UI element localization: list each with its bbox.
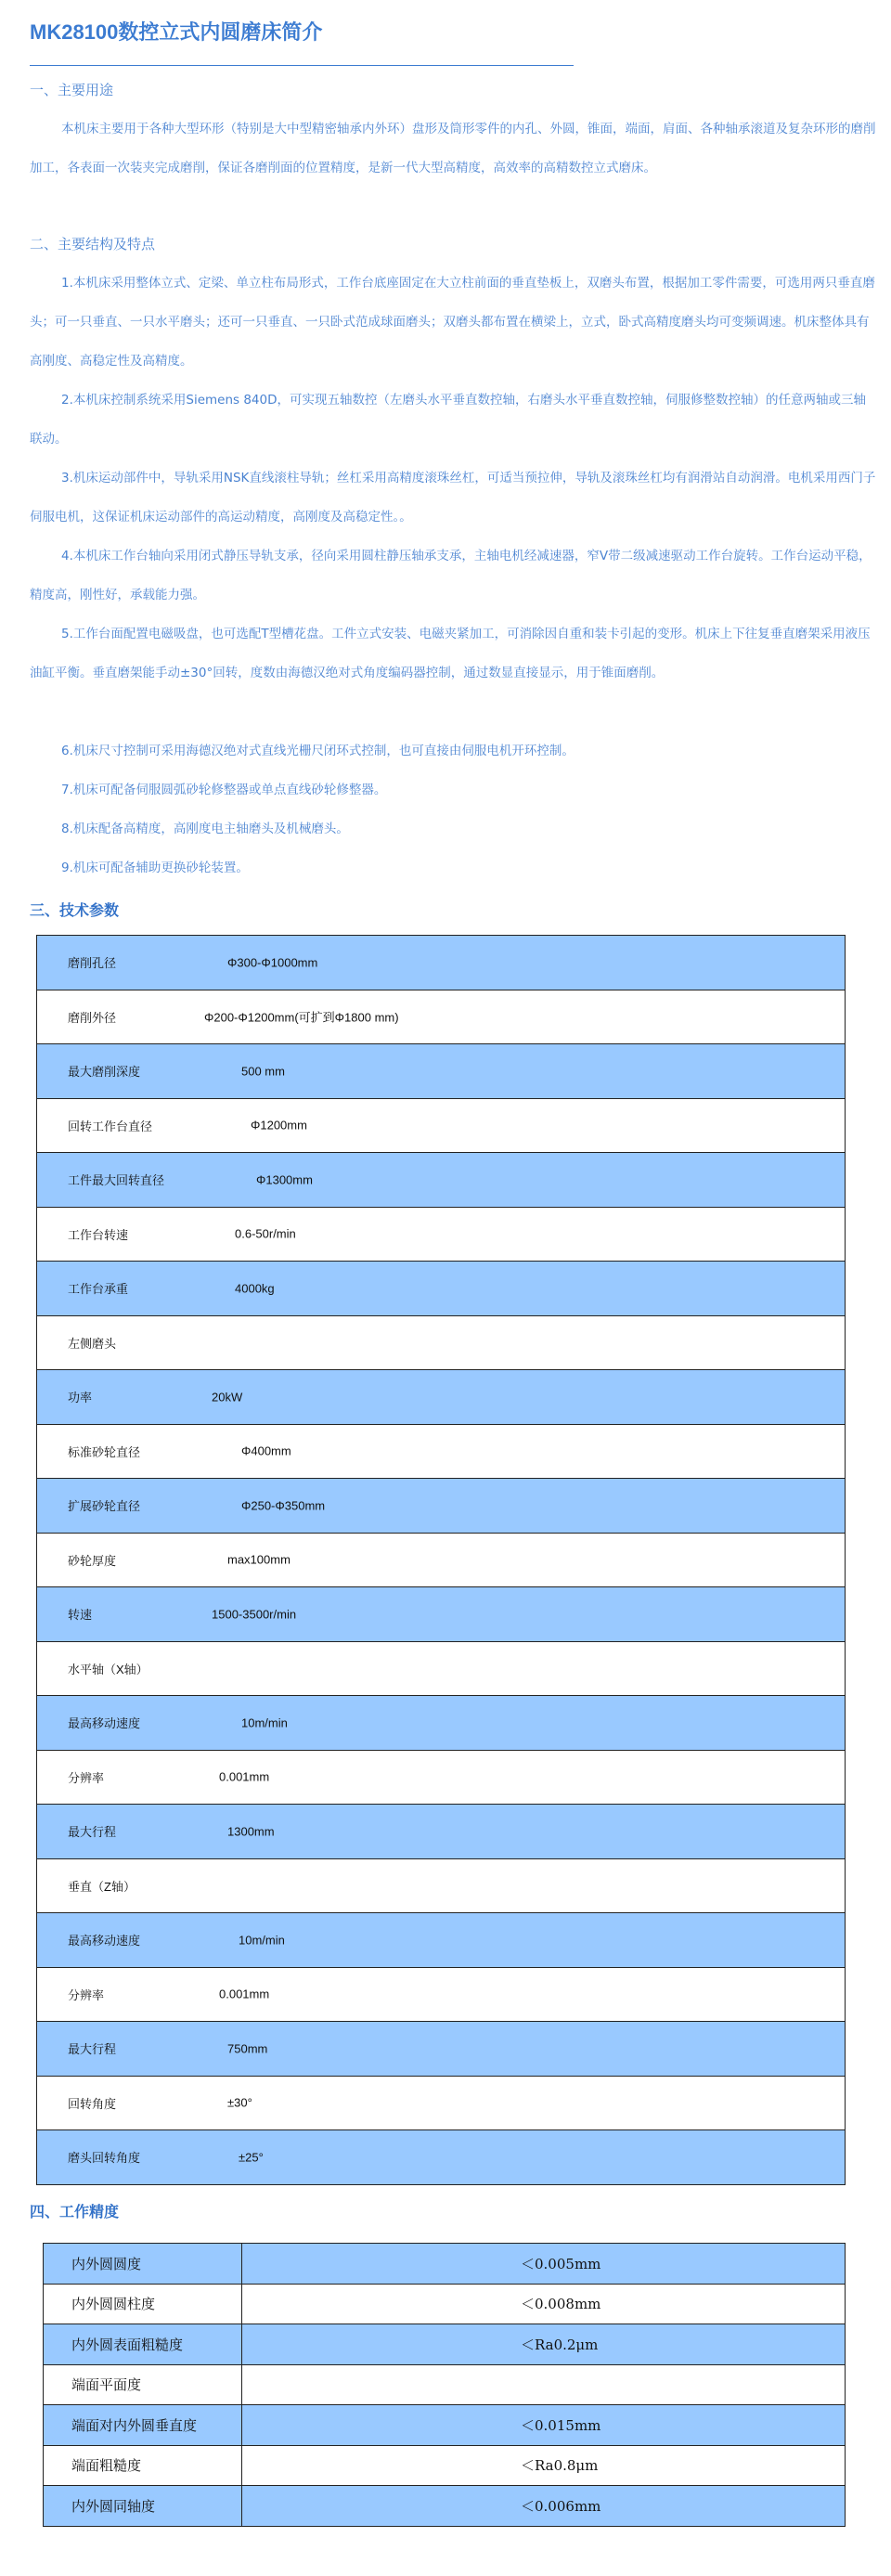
spec-label: 磨头回转角度 <box>68 2151 141 2166</box>
precision-value: ＜0.006mm <box>242 2486 846 2527</box>
spec-value: 1300mm <box>227 1824 275 1839</box>
spec-table <box>36 935 846 2185</box>
section-heading-usage: 一、主要用途 <box>30 82 114 98</box>
title-divider <box>30 65 574 66</box>
spec-cell <box>37 1424 846 1479</box>
spec-row <box>37 1044 846 1099</box>
spec-row <box>37 2130 846 2185</box>
spec-cell <box>37 2076 846 2130</box>
spec-value: 500 mm <box>241 1064 285 1079</box>
spec-value: Φ200-Φ1200mm(可扩到Φ1800 mm) <box>204 1010 399 1025</box>
precision-row <box>44 2486 846 2527</box>
precision-row <box>44 2284 846 2324</box>
precision-label: 端面平面度 <box>44 2364 242 2405</box>
section-heading-specs: 三、技术参数 <box>30 901 120 919</box>
precision-value: ＜Ra0.8μm <box>242 2445 846 2486</box>
spec-value: Φ250-Φ350mm <box>241 1498 326 1513</box>
paragraph-feature-2: 2.本机床控制系统采用Siemens 840D，可实现五轴数控（左磨头水平垂直数控轴，右磨头水平垂直数控轴，伺服修整数控轴）的任意两轴或三轴联动。 <box>30 393 867 447</box>
spec-row <box>37 1858 846 1913</box>
spec-value: 0.001mm <box>219 1769 270 1784</box>
precision-row <box>44 2324 846 2365</box>
spec-value: 10m/min <box>241 1715 288 1730</box>
spec-label: 最高移动速度 <box>68 1716 141 1731</box>
spec-cell <box>37 1641 846 1696</box>
spec-row <box>37 1641 846 1696</box>
spec-label: 最大行程 <box>68 2042 117 2057</box>
precision-row <box>44 2445 846 2486</box>
spec-cell <box>37 1696 846 1751</box>
spec-row <box>37 1262 846 1316</box>
spec-cell <box>37 2022 846 2077</box>
spec-label: 砂轮厚度 <box>68 1553 117 1568</box>
spec-row <box>37 1696 846 1751</box>
spec-label: 工作台转速 <box>68 1227 129 1242</box>
precision-label: 内外圆圆度 <box>44 2244 242 2285</box>
spec-row <box>37 1967 846 2022</box>
spec-row <box>37 2076 846 2130</box>
spec-label: 分辨率 <box>68 1987 105 2002</box>
spec-label: 转速 <box>68 1608 93 1623</box>
spec-row <box>37 1750 846 1805</box>
paragraph-feature-1: 1.本机床采用整体立式、定梁、单立柱布局形式，工作台底座固定在大立柱前面的垂直垫板上，双磨头布置，根据加工零件需要，可选用两只垂直磨头；可一只垂直、一只水平磨头；还可一只垂直、一只卧式范成球面磨头；双磨头都布置在横梁上，立式，卧式高精度磨头均可变频调速。机床整体具有高刚度、高稳定性及高精度。 <box>30 276 875 369</box>
spec-row <box>37 1153 846 1208</box>
spec-row <box>37 1207 846 1262</box>
precision-value: ＜0.008mm <box>242 2284 846 2324</box>
precision-row <box>44 2405 846 2446</box>
spec-row <box>37 1533 846 1587</box>
spec-value: 750mm <box>227 2041 268 2056</box>
precision-row <box>44 2364 846 2405</box>
spec-value: Φ1300mm <box>256 1172 313 1187</box>
spec-label: 功率 <box>68 1391 93 1405</box>
spec-cell <box>37 1587 846 1642</box>
precision-value: ＜Ra0.2μm <box>242 2324 846 2365</box>
spec-cell <box>37 1262 846 1316</box>
spec-cell <box>37 1370 846 1425</box>
spec-row <box>37 1098 846 1153</box>
spec-value: Φ300-Φ1000mm <box>227 955 318 970</box>
spec-label: 最大磨削深度 <box>68 1065 141 1080</box>
paragraph-feature-3: 3.机床运动部件中，导轨采用NSK直线滚柱导轨；丝杠采用高精度滚珠丝杠，可适当预拉伸，导轨及滚珠丝杠均有润滑站自动润滑。电机采用西门子伺服电机，这保证机床运动部件的高运动精度，高刚度及高稳定性。。 <box>30 471 876 524</box>
spec-cell <box>37 1913 846 1968</box>
spec-label: 分辨率 <box>68 1770 105 1785</box>
spec-label: 扩展砂轮直径 <box>68 1499 141 1514</box>
spec-cell <box>37 1967 846 2022</box>
section-heading-structure: 二、主要结构及特点 <box>30 236 156 252</box>
spec-row <box>37 990 846 1044</box>
spec-cell <box>37 936 846 990</box>
spec-label: 左侧磨头 <box>68 1336 117 1351</box>
paragraph-feature-6: 6.机床尺寸控制可采用海德汉绝对式直线光栅尺闭环式控制，也可直接由伺服电机开环控制。 <box>61 744 575 758</box>
precision-label: 内外圆同轴度 <box>44 2486 242 2527</box>
paragraph-feature-4: 4.本机床工作台轴向采用闭式静压导轨支承，径向采用圆柱静压轴承支承，主轴电机经减速器，窄V带二级减速驱动工作台旋转。工作台运动平稳，精度高，刚性好，承载能力强。 <box>30 549 872 602</box>
spec-cell <box>37 1805 846 1859</box>
spec-cell <box>37 1533 846 1587</box>
spec-cell <box>37 1750 846 1805</box>
spec-cell <box>37 2130 846 2185</box>
spec-label: 水平轴（X轴） <box>68 1662 148 1676</box>
paragraph-feature-9: 9.机床可配备辅助更换砂轮装置。 <box>61 861 249 875</box>
spec-value: 0.001mm <box>219 1987 270 2001</box>
paragraph-feature-7: 7.机床可配备伺服圆弧砂轮修整器或单点直线砂轮修整器。 <box>61 783 387 797</box>
spec-value: 20kW <box>212 1390 243 1405</box>
spec-cell <box>37 1044 846 1099</box>
spec-row <box>37 1370 846 1425</box>
spec-row <box>37 2022 846 2077</box>
spec-value: ±25° <box>239 2150 264 2165</box>
paragraph-usage: 本机床主要用于各种大型环形（特别是大中型精密轴承内外环）盘形及筒形零件的内孔、外圆，锥面，端面，肩面、各种轴承滚道及复杂环形的磨削加工，各表面一次装夹完成磨削，保证各磨削面的位置精度，是新一代大型高精度，高效率的高精数控立式磨床。 <box>30 122 876 175</box>
spec-cell <box>37 990 846 1044</box>
spec-value: 1500-3500r/min <box>212 1607 297 1622</box>
spec-row <box>37 936 846 990</box>
spec-value: Φ1200mm <box>251 1118 307 1133</box>
paragraph-feature-5: 5.工作台面配置电磁吸盘，也可选配T型槽花盘。工件立式安装、电磁夹紧加工，可消除因自重和装卡引起的变形。机床上下往复垂直磨架采用液压油缸平衡。垂直磨架能手动±30°回转，度数由海德汉绝对式角度编码器控制，通过数显直接显示，用于锥面磨削。 <box>30 627 871 680</box>
spec-label: 回转角度 <box>68 2096 117 2111</box>
spec-label: 工件最大回转直径 <box>68 1173 165 1188</box>
spec-label: 磨削外径 <box>68 1010 117 1025</box>
precision-value: ＜0.005mm <box>242 2244 846 2285</box>
spec-cell <box>37 1479 846 1534</box>
section-heading-precision: 四、工作精度 <box>30 2203 120 2220</box>
spec-cell <box>37 1315 846 1370</box>
precision-label: 端面粗糙度 <box>44 2445 242 2486</box>
spec-value: 0.6-50r/min <box>235 1226 296 1241</box>
spec-value: Φ400mm <box>241 1443 291 1458</box>
spec-label: 最高移动速度 <box>68 1934 141 1948</box>
spec-cell <box>37 1153 846 1208</box>
spec-cell <box>37 1207 846 1262</box>
paragraph-feature-8: 8.机床配备高精度，高刚度电主轴磨头及机械磨头。 <box>61 822 349 836</box>
precision-value: ＜0.015mm <box>242 2405 846 2446</box>
spec-label: 标准砂轮直径 <box>68 1444 141 1459</box>
precision-label: 端面对内外圆垂直度 <box>44 2405 242 2446</box>
precision-table <box>43 2243 846 2527</box>
spec-row <box>37 1805 846 1859</box>
spec-value: ±30° <box>227 2095 252 2110</box>
spec-cell <box>37 1858 846 1913</box>
spec-value: 4000kg <box>235 1281 275 1296</box>
spec-row <box>37 1424 846 1479</box>
spec-row <box>37 1315 846 1370</box>
spec-label: 回转工作台直径 <box>68 1119 153 1133</box>
spec-cell <box>37 1098 846 1153</box>
spec-value: max100mm <box>227 1552 291 1567</box>
spec-row <box>37 1479 846 1534</box>
spec-value: 10m/min <box>239 1933 285 1948</box>
spec-row <box>37 1587 846 1642</box>
precision-label: 内外圆圆柱度 <box>44 2284 242 2324</box>
spec-label: 工作台承重 <box>68 1282 129 1297</box>
spec-label: 磨削孔径 <box>68 956 117 971</box>
spec-label: 垂直（Z轴） <box>68 1879 136 1894</box>
spec-label: 最大行程 <box>68 1825 117 1840</box>
precision-value <box>242 2364 846 2405</box>
page-title: MK28100数控立式内圆磨床简介 <box>30 20 323 44</box>
spec-row <box>37 1913 846 1968</box>
precision-label: 内外圆表面粗糙度 <box>44 2324 242 2365</box>
precision-row <box>44 2244 846 2285</box>
